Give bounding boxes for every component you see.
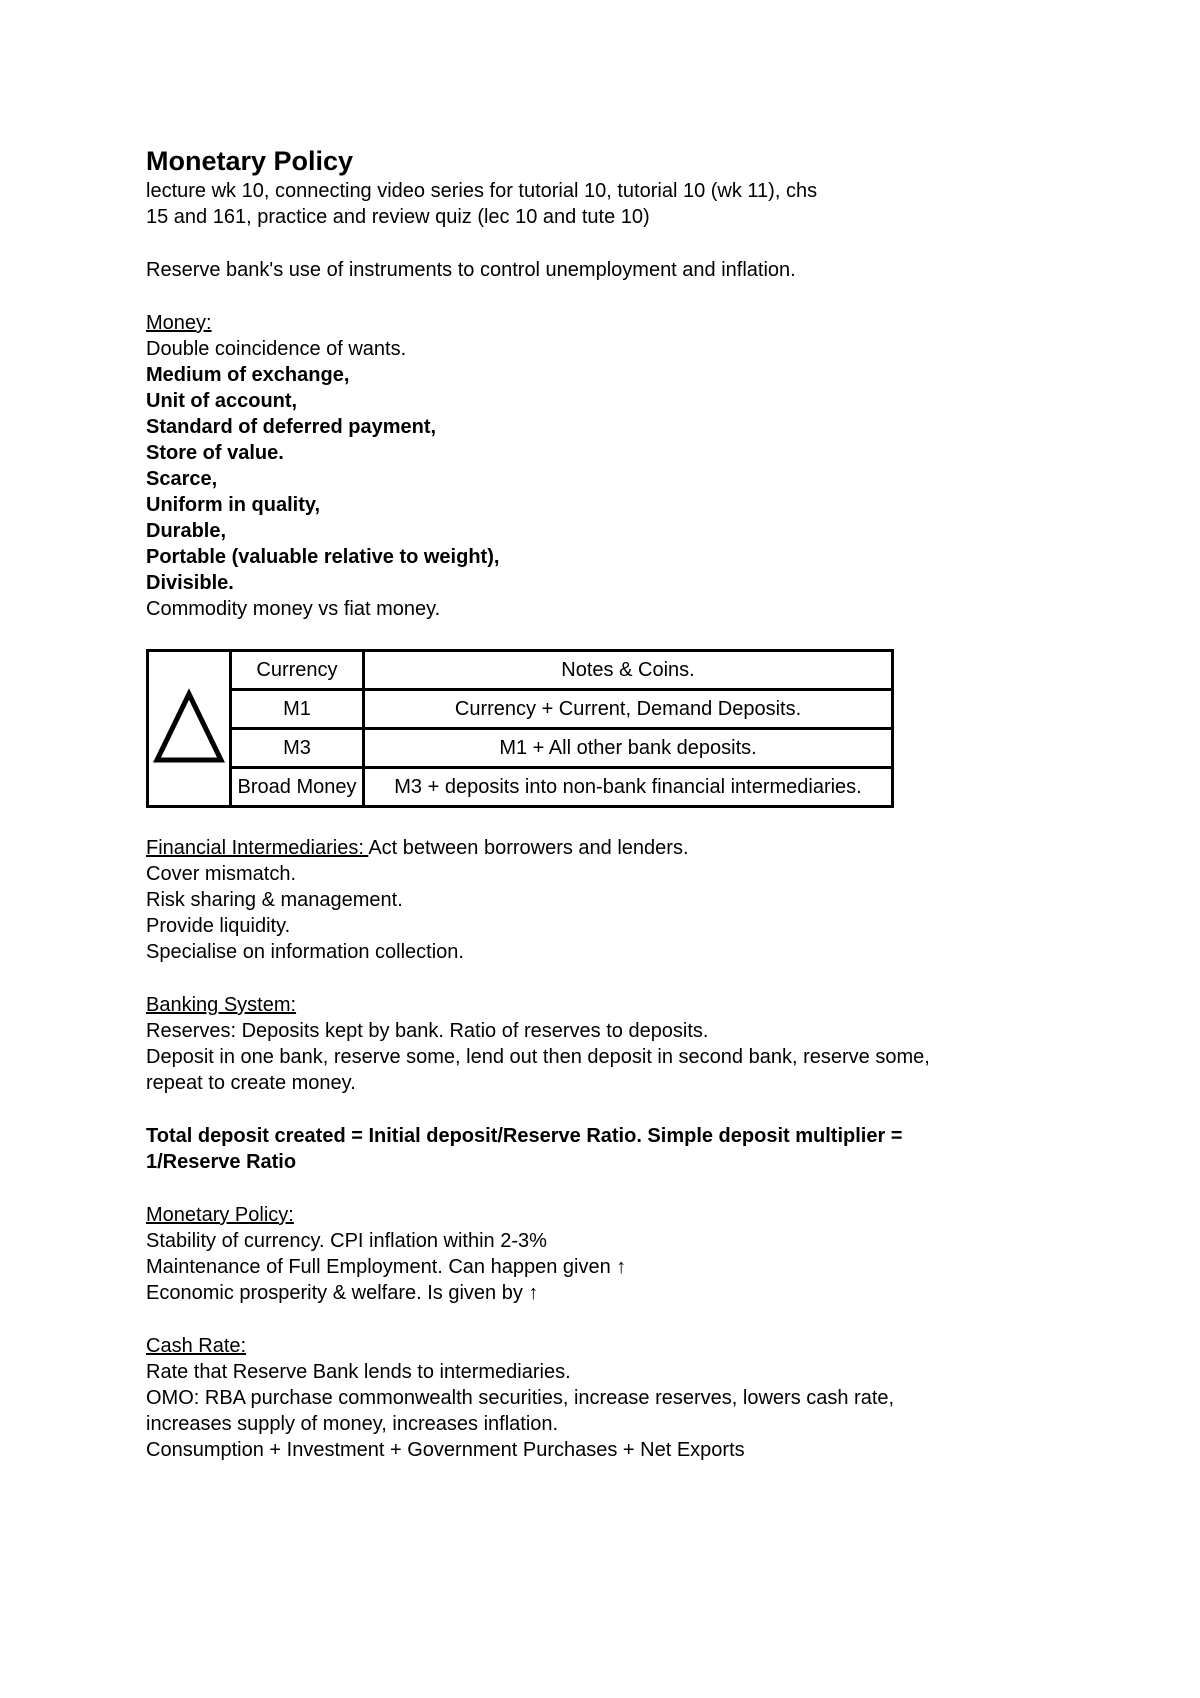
money-supply-table — [146, 649, 894, 808]
subtitle-line: lecture wk 10, connecting video series for tutorial 10, tutorial 10 (wk 11), chs — [146, 180, 818, 202]
money-property-item: Portable (valuable relative to weight), — [146, 546, 500, 568]
fin-item: Risk sharing & management. — [146, 889, 403, 911]
cash-rate-heading: Cash Rate: — [146, 1335, 247, 1357]
table-row — [148, 690, 893, 729]
money-property-item: Durable, — [146, 520, 227, 542]
fin-item: Provide liquidity. — [146, 915, 291, 937]
money-property-item: Uniform in quality, — [146, 494, 321, 516]
fin-item: Specialise on information collection. — [146, 941, 464, 963]
monetary-heading: Monetary Policy: — [146, 1204, 294, 1226]
monetary-line — [146, 1254, 1046, 1280]
table-row — [148, 768, 893, 807]
table-cell: Notes & Coins. — [364, 651, 893, 690]
up-arrow-icon: ↑ — [528, 1282, 539, 1304]
banking-line: Reserves: Deposits kept by bank. Ratio of reserves to deposits. — [146, 1020, 709, 1042]
banking-line: Deposit in one bank, reserve some, lend out then deposit in second bank, reserve some, — [146, 1046, 930, 1068]
money-function-item: Medium of exchange, — [146, 364, 350, 386]
fin-item: Cover mismatch. — [146, 863, 297, 885]
document-page — [146, 144, 1046, 1463]
formula-line: 1/Reserve Ratio — [146, 1151, 297, 1173]
fin-intermediaries-heading: Financial Intermediaries: — [146, 837, 369, 859]
table-cell: M1 + All other bank deposits. — [364, 729, 893, 768]
table-cell: M3 + deposits into non-bank financial intermediaries. — [364, 768, 893, 807]
money-line: Double coincidence of wants. — [146, 338, 407, 360]
monetary-line-text: Maintenance of Full Employment. Can happen given — [146, 1256, 617, 1278]
money-function-item: Standard of deferred payment, — [146, 416, 437, 438]
table-cell: Currency + Current, Demand Deposits. — [364, 690, 893, 729]
banking-heading: Banking System: — [146, 994, 297, 1016]
formula-line: Total deposit created = Initial deposit/Reserve Ratio. Simple deposit multiplier = — [146, 1125, 903, 1147]
monetary-line — [146, 1280, 1046, 1306]
fin-intermediaries-line — [146, 835, 1046, 861]
money-heading: Money: — [146, 312, 212, 334]
table-cell: Currency — [231, 651, 364, 690]
table-row — [148, 651, 893, 690]
table-cell: M1 — [231, 690, 364, 729]
table-row — [148, 729, 893, 768]
up-arrow-icon: ↑ — [616, 1256, 627, 1278]
table-cell: Broad Money — [231, 768, 364, 807]
triangle-icon — [151, 686, 227, 766]
money-function-item: Store of value. — [146, 442, 284, 464]
money-function-item: Unit of account, — [146, 390, 298, 412]
table-cell: M3 — [231, 729, 364, 768]
cash-rate-line: Rate that Reserve Bank lends to intermediaries. — [146, 1361, 571, 1383]
triangle-cell — [148, 651, 231, 807]
cash-rate-line: Consumption + Investment + Government Purchases + Net Exports — [146, 1439, 745, 1461]
cash-rate-line: OMO: RBA purchase commonwealth securities, increase reserves, lowers cash rate, — [146, 1387, 895, 1409]
monetary-line: Stability of currency. CPI inflation within 2-3% — [146, 1230, 547, 1252]
fin-intermediaries-text: Act between borrowers and lenders. — [368, 837, 689, 859]
monetary-line-text: Economic prosperity & welfare. Is given by — [146, 1282, 529, 1304]
cash-rate-line: increases supply of money, increases inflation. — [146, 1413, 559, 1435]
banking-line: repeat to create money. — [146, 1072, 356, 1094]
money-property-item: Divisible. — [146, 572, 234, 594]
money-line: Commodity money vs fiat money. — [146, 598, 441, 620]
subtitle-line: 15 and 161, practice and review quiz (lec 10 and tute 10) — [146, 206, 650, 228]
intro-text: Reserve bank's use of instruments to control unemployment and inflation. — [146, 259, 796, 281]
money-property-item: Scarce, — [146, 468, 218, 490]
page-title: Monetary Policy — [146, 146, 354, 176]
